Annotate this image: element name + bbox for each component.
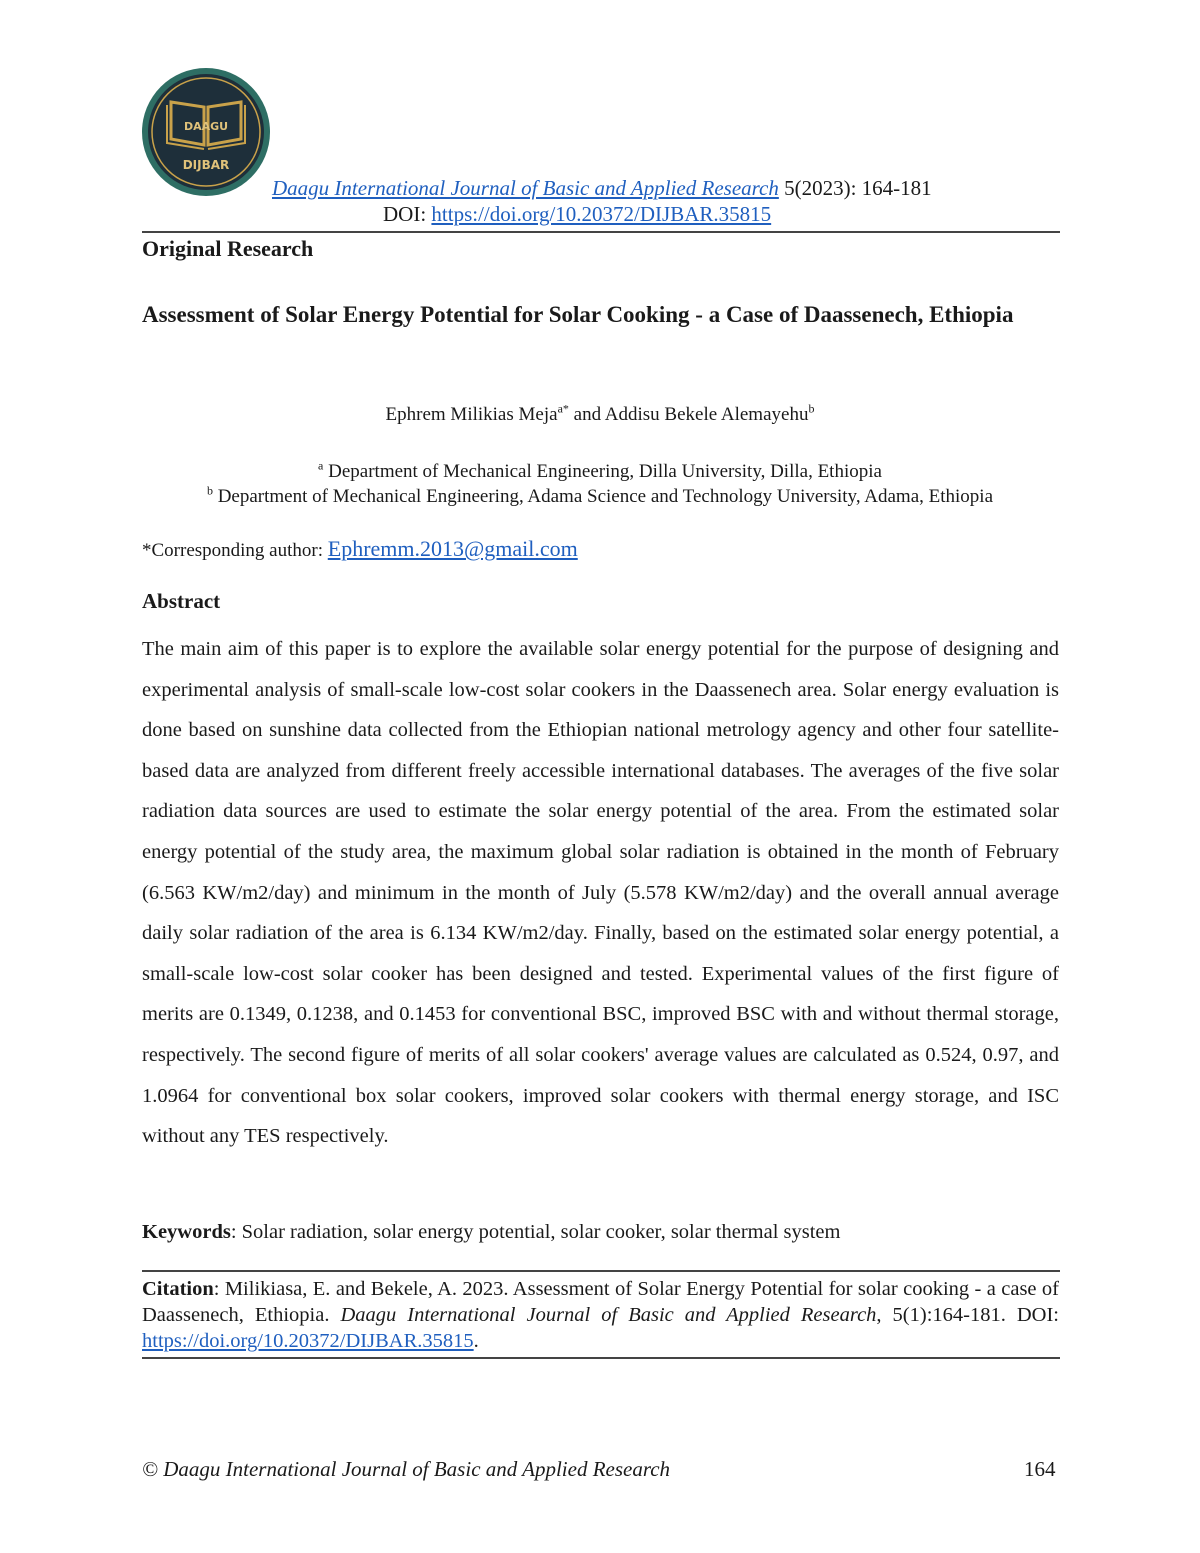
journal-name-link[interactable]: Daagu International Journal of Basic and Applied Research xyxy=(272,176,779,200)
affiliation-b-sup: b xyxy=(206,483,213,498)
keywords-line xyxy=(142,1221,840,1244)
author-2: Addisu Bekele Alemayehu xyxy=(604,404,809,425)
citation-label: Citation xyxy=(142,1278,214,1300)
affiliation-b-text: Department of Mechanical Engineering, Adama Science and Technology University, Adama, Ethiopia xyxy=(212,486,994,507)
doi-label: DOI: xyxy=(383,202,432,226)
author-1-sup: a* xyxy=(557,401,569,416)
citation-text-2: , 5(1):164-181. DOI: xyxy=(876,1304,1059,1326)
author-joiner: and xyxy=(568,404,605,425)
corresponding-email-link[interactable]: Ephremm.2013@gmail.com xyxy=(327,536,578,561)
abstract-heading: Abstract xyxy=(142,589,221,613)
footer-copyright: © Daagu International Journal of Basic and Applied Research xyxy=(142,1457,671,1481)
author-2-sup: b xyxy=(808,401,815,416)
logo-text-bottom: DIJBAR xyxy=(182,158,230,172)
citation-top-rule xyxy=(142,1270,1060,1272)
author-1: Ephrem Milikias Meja xyxy=(385,404,558,425)
affiliation-a-sup: a xyxy=(318,458,324,473)
citation-text-1: : Milikiasa, E. and Bekele, A. 2023. Assessment of Solar Energy Potential for solar cooking - a case of Daassenech, Ethiopia. xyxy=(142,1278,1059,1326)
logo-text-top: DAAGU xyxy=(183,120,229,133)
keywords-label: Keywords xyxy=(142,1221,231,1243)
doi-link[interactable]: https://doi.org/10.20372/DIJBAR.35815 xyxy=(431,202,772,226)
doi-header-line xyxy=(383,202,771,227)
volume-pages: 5(2023): 164-181 xyxy=(778,176,932,200)
citation-bottom-rule xyxy=(142,1357,1060,1359)
journal-logo xyxy=(141,67,271,197)
affiliation-a-text: Department of Mechanical Engineering, Dilla University, Dilla, Ethiopia xyxy=(323,461,882,482)
citation-end: . xyxy=(473,1330,479,1352)
footer-page-number: 164 xyxy=(1024,1457,1056,1481)
keywords-text: : Solar radiation, solar energy potential, solar cooker, solar thermal system xyxy=(230,1221,841,1243)
paper-title: Assessment of Solar Energy Potential for Solar Cooking - a Case of Daassenech, Ethiopia xyxy=(142,302,1014,327)
affiliation-b xyxy=(0,483,1200,508)
citation-doi-link[interactable]: https://doi.org/10.20372/DIJBAR.35815 xyxy=(142,1330,474,1352)
journal-header-line xyxy=(272,176,932,201)
header-rule xyxy=(142,231,1060,233)
corresponding-author xyxy=(142,536,578,562)
affiliation-a xyxy=(0,458,1200,483)
corresponding-label: *Corresponding author: xyxy=(142,540,328,561)
citation-journal: Daagu International Journal of Basic and Applied Research xyxy=(340,1304,877,1326)
abstract-text: The main aim of this paper is to explore the available solar energy potential for the purpose of designing and experimental analysis of small-scale low-cost solar cookers in the Daassenech area. Solar energy evaluation is done based on sunshine data collected from the Ethiopian national metrology agency and other four satellite-based data are analyzed from different freely accessible international databases. The averages of the five solar radiation data sources are used to estimate the solar energy potential of the area. From the estimated solar energy potential of the study area, the maximum global solar radiation is obtained in the month of February (6.563 KW/m2/day) and minimum in the month of July (5.578 KW/m2/day) and the overall annual average daily solar radiation of the area is 6.134 KW/m2/day. Finally, based on the estimated solar energy potential, a small-scale low-cost solar cooker has been designed and tested. Experimental values of the first figure of merits are 0.1349, 0.1238, and 0.1453 for conventional BSC, improved BSC with and without thermal storage, respectively. The second figure of merits of all solar cookers' average values are calculated as 0.524, 0.97, and 1.0964 for conventional box solar cookers, improved solar cookers with thermal energy storage, and ISC without any TES respectively. xyxy=(142,638,1059,1148)
citation-block xyxy=(142,1276,1059,1354)
authors-line xyxy=(0,401,1200,426)
article-type: Original Research xyxy=(142,236,314,261)
